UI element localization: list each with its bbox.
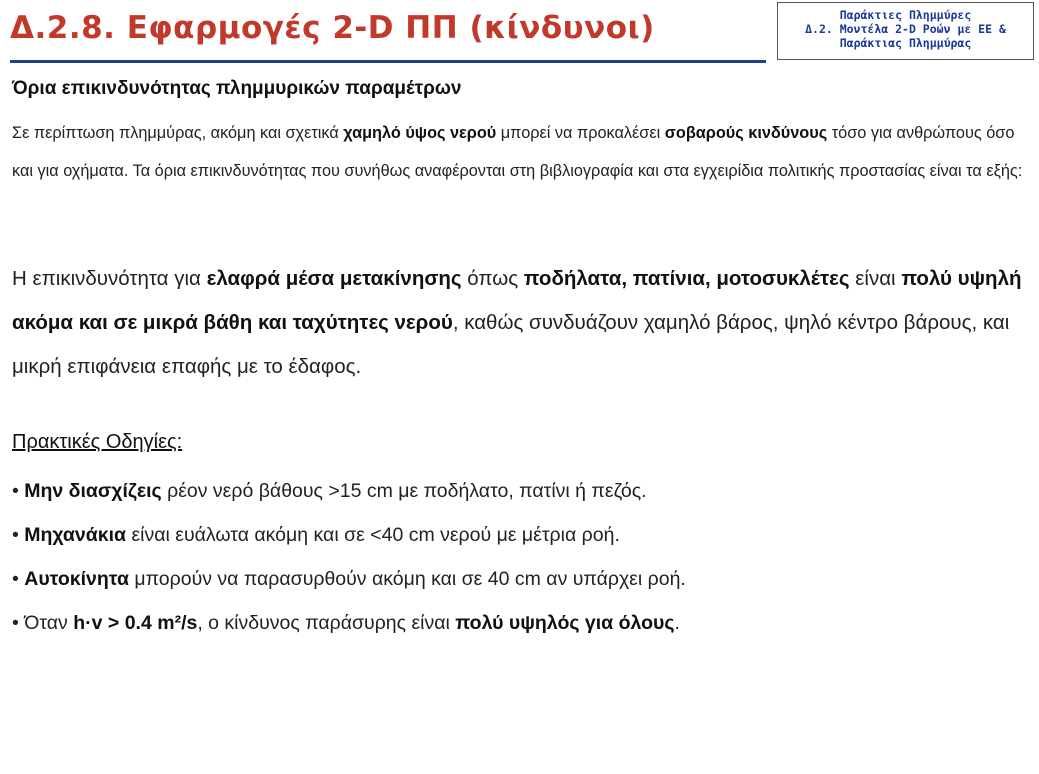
slide-title: Δ.2.8. Εφαρμογές 2-D ΠΠ (κίνδυνοι) bbox=[10, 10, 655, 46]
intro-bold-1: χαμηλό ύψος νερού bbox=[343, 124, 497, 142]
guides-heading: Πρακτικές Οδηγίες: bbox=[12, 431, 183, 453]
ref-line-3: Παράκτιας Πλημμύρας bbox=[839, 36, 972, 50]
guide-bold: Μην διασχίζεις bbox=[24, 480, 162, 502]
intro-paragraph bbox=[12, 114, 1036, 190]
danger-text-2: όπως bbox=[461, 267, 524, 290]
bullet: • bbox=[12, 612, 25, 634]
intro-text-3: τόσο για ανθρώπους όσο και για οχήματα. Τα όρια επικινδυνότητας που συνήθως αναφέρονται στη βιβλιογραφία και στα εγχειρίδια πολιτικής προστασίας είναι τα εξής: bbox=[12, 124, 1023, 180]
ref-line-1: Παράκτιες Πλημμύρες bbox=[839, 8, 972, 22]
danger-bold-3: πολύ υψηλή ακόμα και σε μικρά βάθη και ταχύτητες νερού bbox=[12, 267, 1022, 334]
bullet: • bbox=[12, 480, 25, 502]
danger-text-1: Η επικινδυνότητα για bbox=[12, 267, 207, 290]
guides-list bbox=[12, 469, 1032, 645]
intro-text-2: μπορεί να προκαλέσει bbox=[496, 124, 665, 142]
intro-text-1: Σε περίπτωση πλημμύρας, ακόμη και σχετικά bbox=[12, 124, 344, 142]
title-underline bbox=[10, 60, 766, 63]
guide-item bbox=[12, 601, 1032, 645]
guide-item bbox=[12, 469, 1032, 513]
guide-bold: Μηχανάκια bbox=[24, 524, 127, 546]
guide-text: , ο κίνδυνος παράσυρης είναι bbox=[197, 612, 456, 634]
section-heading: Όρια επικινδυνότητας πλημμυρικών παραμέτρων bbox=[12, 78, 462, 99]
danger-bold-1: ελαφρά μέσα μετακίνησης bbox=[206, 267, 462, 290]
guide-text: ρέον νερό βάθους >15 cm με ποδήλατο, πατίνι ή πεζός. bbox=[161, 480, 647, 502]
danger-paragraph bbox=[12, 257, 1036, 389]
guide-text: είναι ευάλωτα ακόμη και σε <40 cm νερού με μέτρια ροή. bbox=[126, 524, 620, 546]
ref-line-2: Δ.2. Μοντέλα 2-D Ροών με ΕΕ & bbox=[805, 22, 1006, 36]
guide-bold: h·v > 0.4 m²/s bbox=[73, 612, 198, 634]
bullet: • bbox=[12, 524, 25, 546]
guide-item bbox=[12, 513, 1032, 557]
guide-text: . bbox=[674, 612, 680, 634]
guide-text: Όταν bbox=[24, 612, 74, 634]
guide-text: μπορούν να παρασυρθούν ακόμη και σε 40 cm αν υπάρχει ροή. bbox=[128, 568, 686, 590]
danger-text-3: είναι bbox=[849, 267, 902, 290]
bullet: • bbox=[12, 568, 25, 590]
guide-bold: πολύ υψηλός για όλους bbox=[455, 612, 675, 634]
course-reference-box bbox=[777, 2, 1034, 60]
danger-bold-2: ποδήλατα, πατίνια, μοτοσυκλέτες bbox=[523, 267, 850, 290]
intro-bold-2: σοβαρούς κινδύνους bbox=[664, 124, 828, 142]
guide-bold: Αυτοκίνητα bbox=[24, 568, 129, 590]
guide-item bbox=[12, 557, 1032, 601]
danger-text-4: , καθώς συνδυάζουν χαμηλό βάρος, ψηλό κέντρο βάρους, και μικρή επιφάνεια επαφής με το έδαφος. bbox=[12, 311, 1010, 378]
